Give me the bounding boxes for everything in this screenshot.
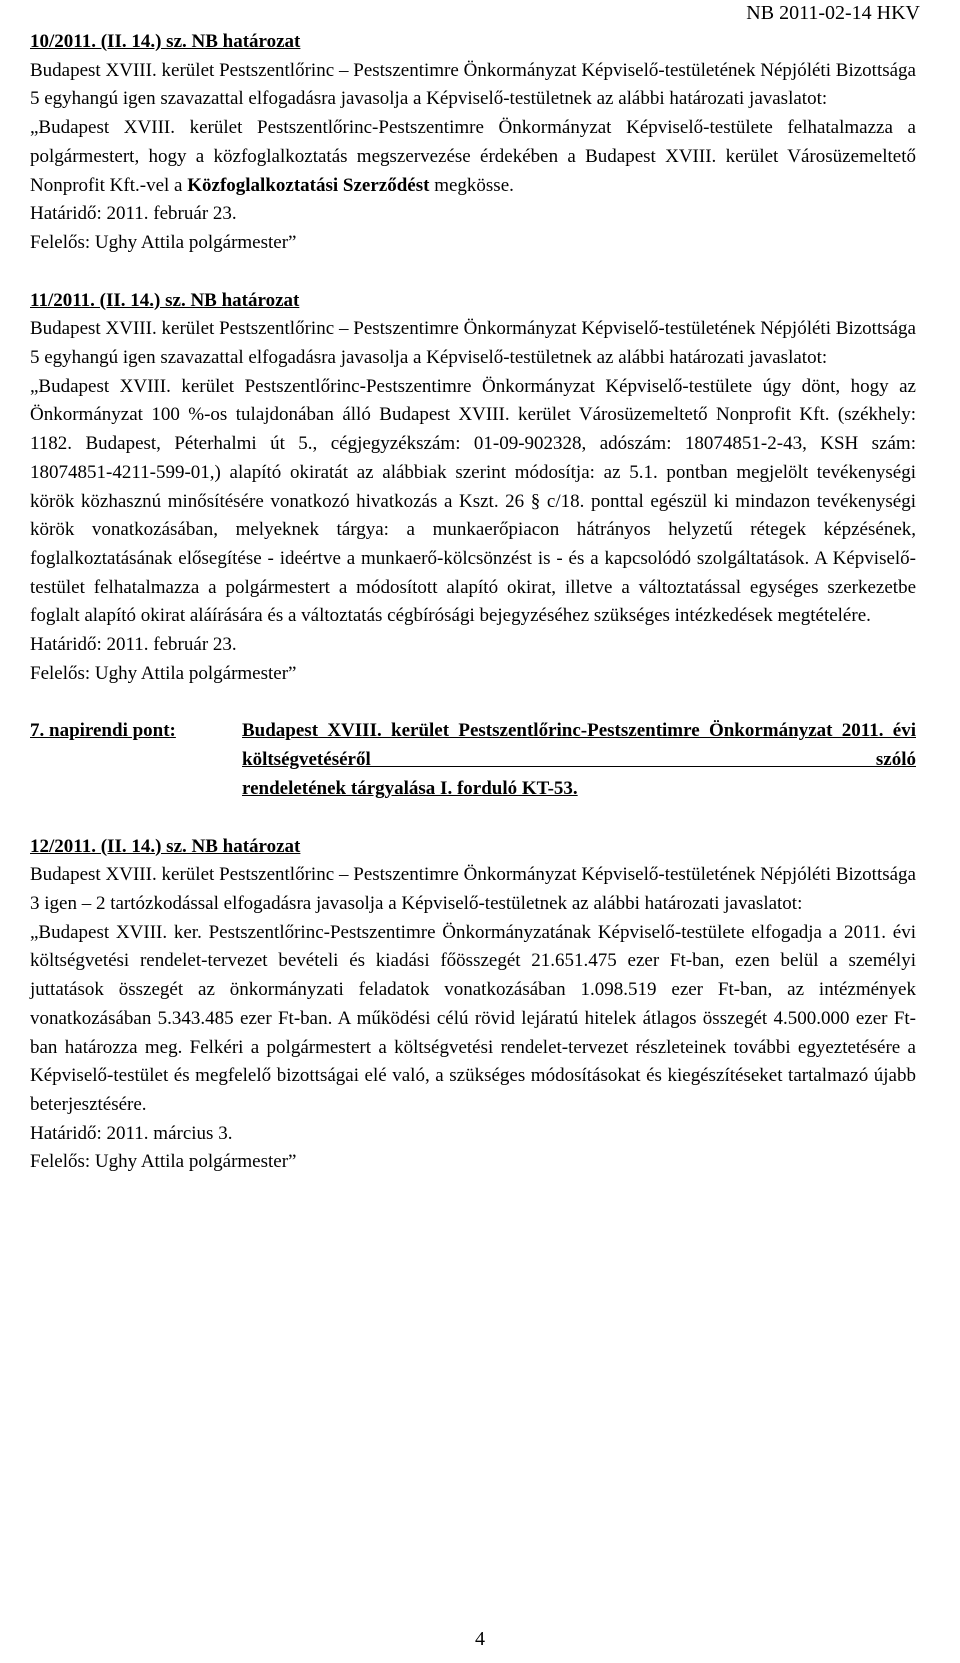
agenda-title-last: rendeletének tárgyalása I. forduló KT-53. — [242, 777, 578, 799]
document-body — [30, 28, 916, 1177]
resolution-intro: Budapest XVIII. kerület Pestszentlőrinc – Pestszentimre Önkormányzat Képviselő-testületének Népjóléti Bizottsága 3 igen – 2 tartózkodással elfogadásra javasolja a Képviselő-testületnek az alábbi határozati javaslatot: — [30, 864, 916, 914]
resolution-responsible: Felelős: Ughy Attila polgármester” — [30, 231, 297, 253]
agenda-title — [242, 717, 916, 803]
spacer — [30, 688, 916, 717]
resolution-body-bold: Közfoglalkoztatási Szerződést — [187, 174, 430, 196]
resolution-deadline: Határidő: 2011. március 3. — [30, 1122, 233, 1144]
resolution-deadline: Határidő: 2011. február 23. — [30, 203, 237, 225]
document-reference: NB 2011-02-14 HKV — [746, 2, 920, 24]
resolution-deadline: Határidő: 2011. február 23. — [30, 634, 237, 656]
resolution-body: „Budapest XVIII. ker. Pestszentlőrinc-Pestszentimre Önkormányzatának Képviselő-testülete elfogadja a 2011. évi költségvetési rendelet-tervezet bevételi és kiadási főösszegét 21.651.475 ezer Ft-ban, ezen belül a személyi juttatások összegét az önkormányzati feladatok vonatkozásában 1.098.519 ezer Ft-ban, az intézmények vonatkozásában 5.343.485 ezer Ft-ban. A működési célú rövid lejáratú hitelek átlagos összegét 4.500.000 ezer Ft-ban határozza meg. Felkéri a polgármestert a költségvetési rendelet-tervezet részleteinek további egyeztetésére a Képviselő-testület és megfelelő bizottságai elé való, a szükséges módosításokat és kiegészítéseket tartalmazó újabb beterjesztésére. — [30, 921, 916, 1115]
resolution-intro: Budapest XVIII. kerület Pestszentlőrinc – Pestszentimre Önkormányzat Képviselő-testületének Népjóléti Bizottsága 5 egyhangú igen szavazattal elfogadásra javasolja a Képviselő-testületnek az alábbi határozati javaslatot: — [30, 318, 916, 369]
resolution-body-end: megkösse. — [429, 174, 514, 196]
spacer — [30, 258, 916, 287]
resolution-body-text: „Budapest XVIII. kerület Pestszentlőrinc-Pestszentimre Önkormányzat Képviselő-testülete felhatalmazza a polgármestert, hogy a közfoglalkoztatás megszervezése érdekében a Budapest XVIII. kerület Városüzemeltető Nonprofit Kft.-vel a — [30, 117, 916, 196]
resolution-10 — [30, 28, 916, 258]
resolution-responsible: Felelős: Ughy Attila polgármester” — [30, 1151, 297, 1173]
agenda-item — [30, 717, 916, 803]
resolution-12 — [30, 833, 916, 1177]
page-number: 4 — [475, 1628, 485, 1650]
spacer — [30, 804, 916, 833]
resolution-body — [30, 114, 916, 200]
agenda-title-main: Budapest XVIII. kerület Pestszentlőrinc-Pestszentimre Önkormányzat 2011. évi költségvetéséről szóló — [242, 720, 916, 771]
resolution-title: 11/2011. (II. 14.) sz. NB határozat — [30, 289, 300, 311]
resolution-11 — [30, 287, 916, 689]
resolution-responsible: Felelős: Ughy Attila polgármester” — [30, 662, 297, 684]
agenda-label: 7. napirendi pont: — [30, 720, 176, 742]
resolution-intro: Budapest XVIII. kerület Pestszentlőrinc – Pestszentimre Önkormányzat Képviselő-testületének Népjóléti Bizottsága 5 egyhangú igen szavazattal elfogadásra javasolja a Képviselő-testületnek az alábbi határozati javaslatot: — [30, 59, 916, 110]
resolution-body: „Budapest XVIII. kerület Pestszentlőrinc-Pestszentimre Önkormányzat Képviselő-testülete úgy dönt, hogy az Önkormányzat 100 %-os tulajdonában álló Budapest XVIII. kerület Városüzemeltető Nonprofit Kft. (székhely: 1182. Budapest, Péterhalmi út 5., cégjegyzékszám: 01-09-902328, adószám: 18074851-2-43, KSH szám: 18074851-4211-599-01,) alapító okiratát az alábbiak szerint módosítja: az 5.1. pontban megjelölt tevékenységi körök közhasznú minősítésére vonatkozó hivatkozás a Kszt. 26 § c/18. ponttal egészül ki mindazon tevékenységi körök vonatkozásában, melyeknek tárgya: a munkaerőpiacon hátrányos helyzetű rétegek képzésének, foglalkoztatásának elősegítése - ideértve a munkaerő-kölcsönzést is - és a kapcsolódó szolgáltatások. A Képviselő-testület felhatalmazza a polgármestert a módosított alapító okirat, illetve a változtatással egységes szerkezetbe foglalt alapító okirat aláírására és a változtatás cégbírósági bejegyzéséhez szükséges intézkedések megtételére. — [30, 375, 916, 627]
resolution-title: 12/2011. (II. 14.) sz. NB határozat — [30, 835, 301, 857]
resolution-title: 10/2011. (II. 14.) sz. NB határozat — [30, 31, 301, 52]
